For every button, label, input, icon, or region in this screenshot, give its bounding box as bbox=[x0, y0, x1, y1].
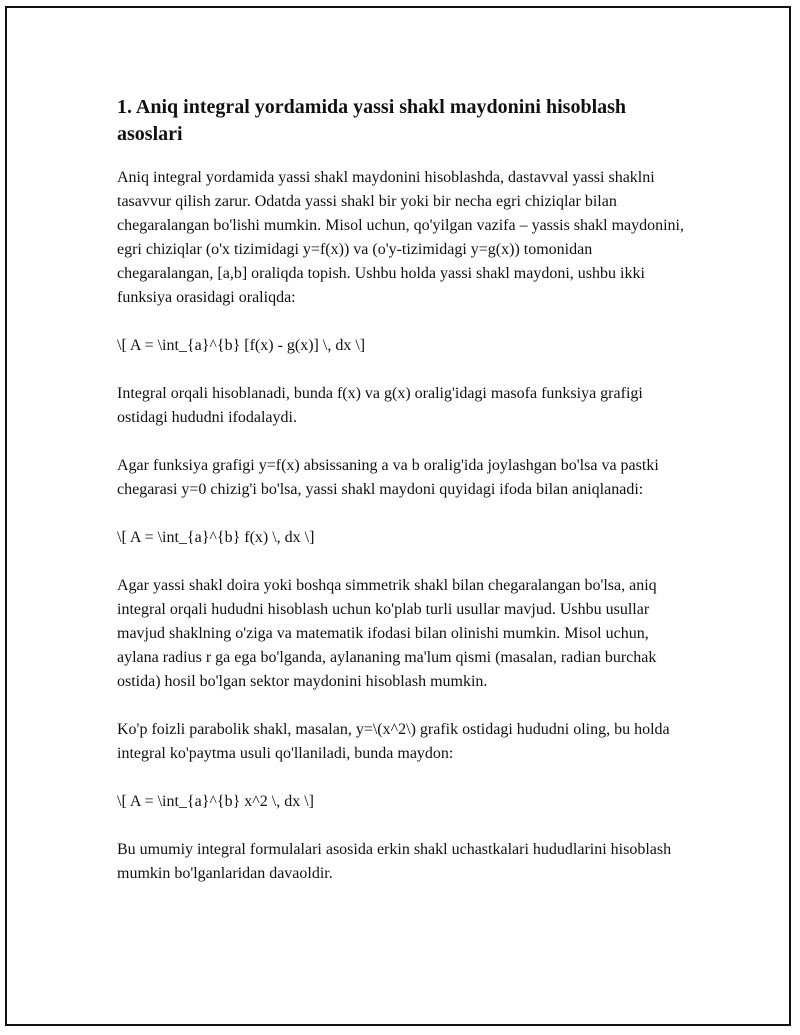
formula-area-under-curve: \[ A = \int_{a}^{b} f(x) \, dx \] bbox=[117, 529, 315, 546]
formula-area-between-curves: \[ A = \int_{a}^{b} [f(x) - g(x)] \, dx \] bbox=[117, 337, 366, 354]
paragraph-function-graph: Agar funksiya grafigi y=f(x) absissaning a va b oralig'ida joylashgan bo'lsa va pastki chegarasi y=0 chizig'i bo'lsa, yassi shakl maydoni quyidagi ifoda bilan aniqlanadi: bbox=[117, 457, 659, 498]
document-body bbox=[117, 94, 692, 910]
formula-parabola-area: \[ A = \int_{a}^{b} x^2 \, dx \] bbox=[117, 793, 314, 810]
paragraph-symmetric-shapes: Agar yassi shakl doira yoki boshqa simmetrik shakl bilan chegaralangan bo'lsa, aniq integral orqali hududni hisoblash uchun ko'plab turli usullar mavjud. Ushbu usullar mavjud shaklning o'ziga va matematik ifodasi bilan olinishi mumkin. Misol uchun, aylana radius r ga ega bo'lganda, aylananing ma'lum qismi (masalan, radian burchak ostida) hosil bo'lgan sektor maydonini hisoblash mumkin. bbox=[117, 577, 657, 690]
paragraph-parabolic-shape: Ko'p foizli parabolik shakl, masalan, y=\(x^2\) grafik ostidagi hududni oling, bu holda integral ko'paytma usuli qo'llaniladi, bunda maydon: bbox=[117, 721, 670, 762]
section-heading: 1. Aniq integral yordamida yassi shakl maydonini hisoblash asoslari bbox=[117, 96, 627, 145]
paragraph-conclusion: Bu umumiy integral formulalari asosida erkin shakl uchastkalari hududlarini hisoblash mumkin bo'lganlaridan davaoldir. bbox=[117, 841, 672, 882]
paragraph-intro: Aniq integral yordamida yassi shakl maydonini hisoblashda, dastavval yassi shaklni tasavvur qilish zarur. Odatda yassi shakl bir yoki bir necha egri chiziqlar bilan chegaralangan bo'lishi mumkin. Misol uchun, qo'yilgan vazifa – yassis shakl maydonini, egri chiziqlar (o'x tizimidagi y=f(x)) va (o'y-tizimidagi y=g(x)) tomonidan chegaralangan, [a,b] oraliqda topish. Ushbu holda yassi shakl maydoni, ushbu ikki funksiya orasidagi oraliqda: bbox=[117, 169, 684, 306]
paragraph-integral-explanation: Integral orqali hisoblanadi, bunda f(x) va g(x) oralig'idagi masofa funksiya grafigi ostidagi hududni ifodalaydi. bbox=[117, 385, 643, 426]
